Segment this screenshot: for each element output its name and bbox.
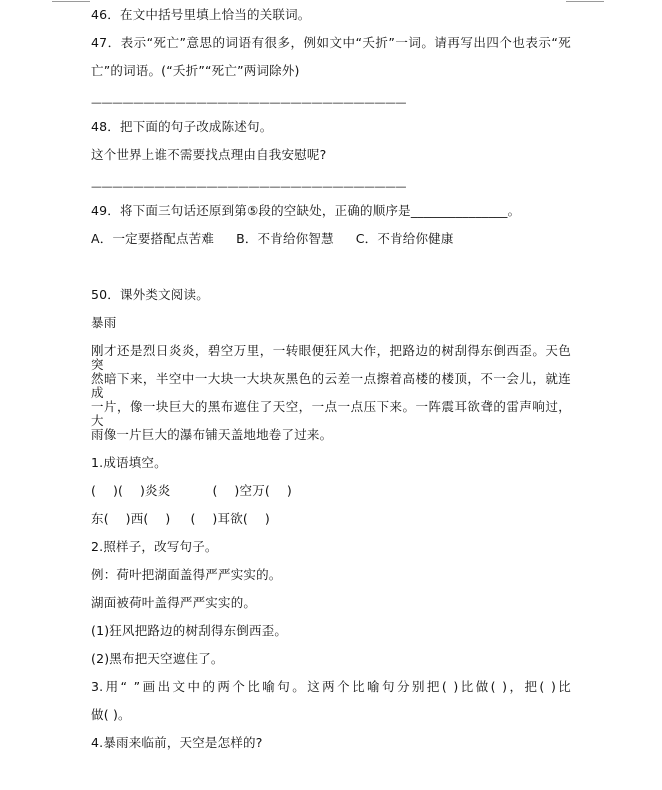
- passage-line-2: 然暗下来，半空中一大块一大块灰黑色的云差一点擦着高楼的楼顶，不一会儿，就连成: [91, 371, 571, 400]
- page-corner-mark-right: [566, 1, 604, 2]
- passage-line-1: 刚才还是烈日炎炎，碧空万里，一转眼便狂风大作，把路边的树刮得东倒西歪。天色突: [91, 343, 571, 372]
- passage-line-3: 一片，像一块巨大的黑布遮住了天空，一点一点压下来。一阵震耳欲聋的雷声响过，大: [91, 399, 571, 428]
- sub-question-2-item-2: (2)黑布把天空遮住了。: [91, 651, 224, 666]
- option-b[interactable]: B．不肯给你智慧: [236, 231, 334, 246]
- question-48-answer-line[interactable]: ——————————————————————————————: [91, 180, 406, 193]
- question-48-sentence: 这个世界上谁不需要找点理由自我安慰呢?: [91, 147, 327, 162]
- sub-question-4: 4.暴雨来临前，天空是怎样的?: [91, 735, 263, 750]
- idiom-blank-2[interactable]: ( )空万( ): [212, 483, 292, 498]
- question-49: 49．将下面三句话还原到第⑤段的空缺处，正确的顺序是_______________。: [91, 203, 521, 218]
- idiom-blank-1[interactable]: ( )( )炎炎: [91, 483, 171, 498]
- sub-question-1: 1.成语填空。: [91, 455, 167, 470]
- question-47-line-2: 亡”的词语。(“夭折”“死亡”两词除外): [91, 63, 300, 78]
- question-47-answer-line[interactable]: ——————————————————————————————: [91, 96, 406, 109]
- question-49-options: [91, 232, 454, 246]
- sub-question-2: 2.照样子，改写句子。: [91, 539, 218, 554]
- passage-title: 暴雨: [91, 315, 117, 330]
- sub-question-3-line-1: 3.用“ ”画出文中的两个比喻句。这两个比喻句分别把( )比做( )，把( )比: [91, 679, 571, 694]
- idiom-row-2: [91, 512, 270, 526]
- question-50: 50．课外类文阅读。: [91, 287, 209, 302]
- question-48: 48．把下面的句子改成陈述句。: [91, 119, 273, 134]
- example-rewrite: 湖面被荷叶盖得严严实实的。: [91, 595, 257, 610]
- question-47-line-1: 47．表示“死亡”意思的词语有很多，例如文中“夭折”一词。请再写出四个也表示“死: [91, 35, 571, 50]
- sub-question-3-line-2: 做( )。: [91, 707, 131, 722]
- page-corner-mark-left: [52, 1, 90, 2]
- option-c[interactable]: C．不肯给你健康: [355, 231, 454, 246]
- option-a[interactable]: A．一定要搭配点苦难: [91, 231, 215, 246]
- sub-question-2-item-1: (1)狂风把路边的树刮得东倒西歪。: [91, 623, 288, 638]
- example-sentence: 例：荷叶把湖面盖得严严实实的。: [91, 567, 282, 582]
- idiom-blank-4[interactable]: ( )耳欲( ): [190, 511, 270, 526]
- passage-line-4: 雨像一片巨大的瀑布铺天盖地地卷了过来。: [91, 427, 333, 442]
- idiom-blank-3[interactable]: 东( )西( ): [91, 511, 171, 526]
- idiom-row-1: [91, 484, 292, 498]
- question-46: 46．在文中括号里填上恰当的关联词。: [91, 7, 311, 22]
